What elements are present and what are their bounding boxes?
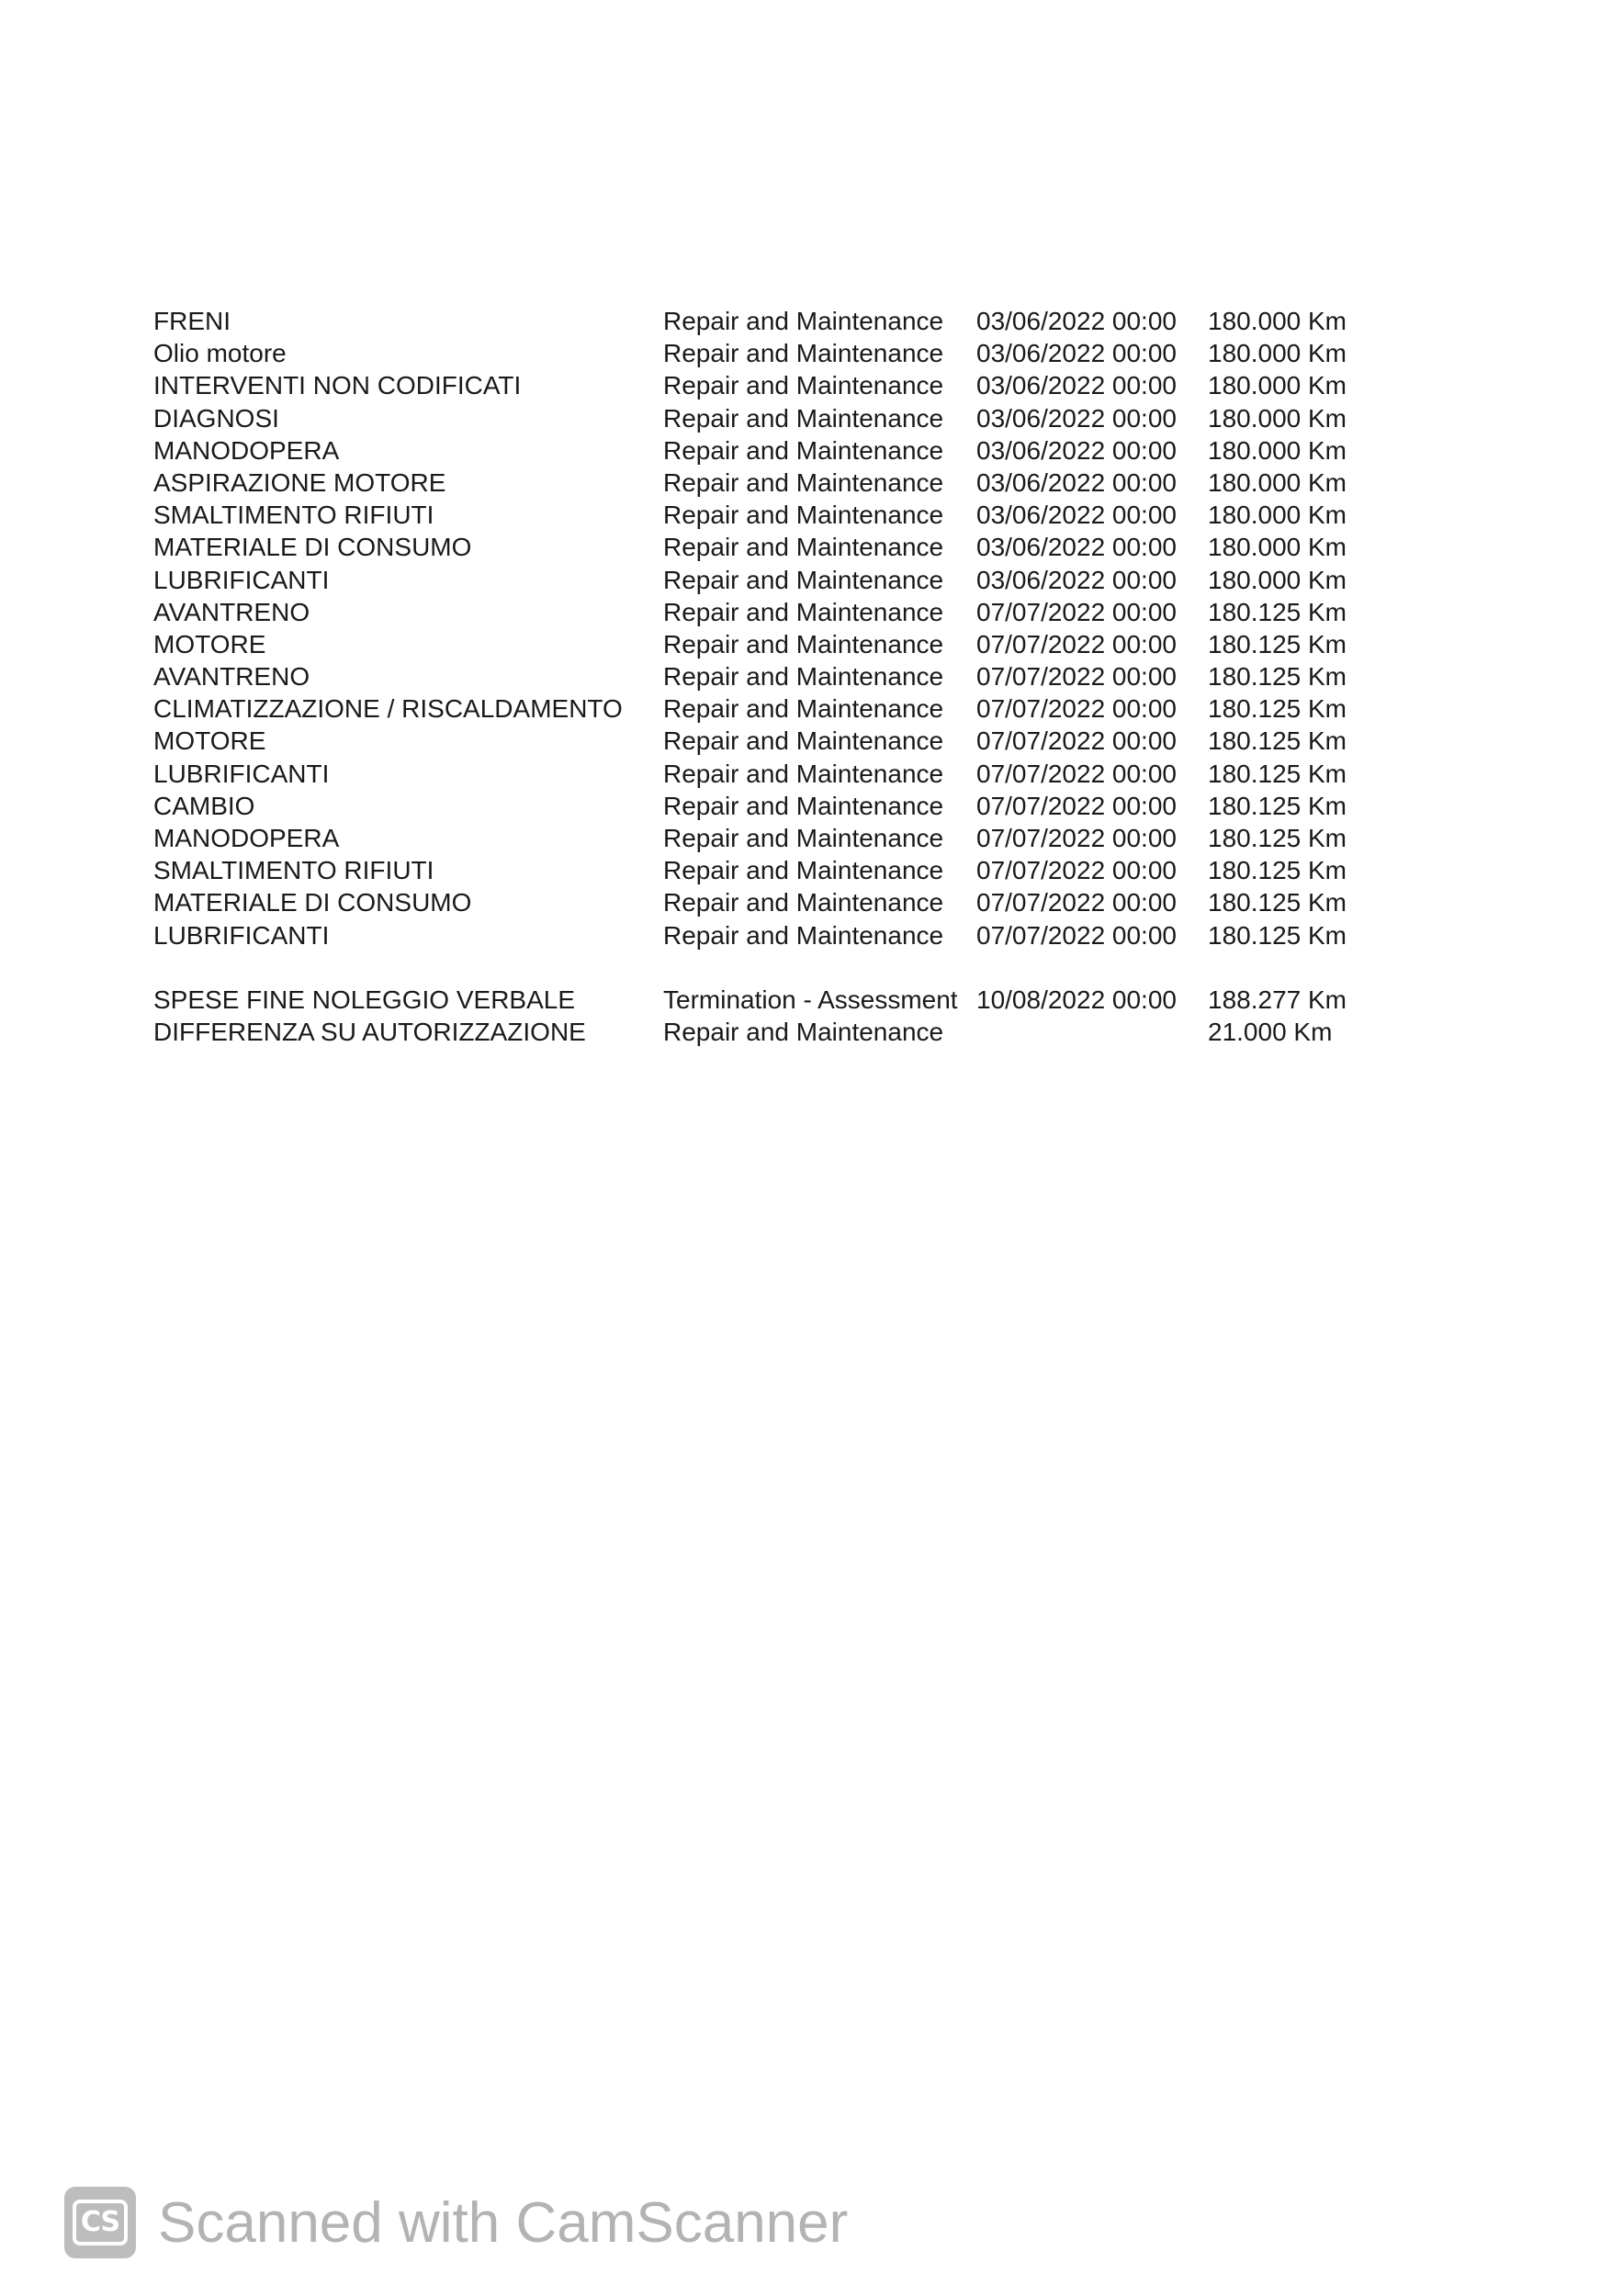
watermark-text: Scanned with CamScanner bbox=[158, 2190, 849, 2255]
record-description: SMALTIMENTO RIFIUTI bbox=[153, 856, 434, 885]
record-km: 180.000 Km bbox=[1208, 435, 1347, 465]
record-km: 180.000 Km bbox=[1208, 307, 1347, 335]
record-km: 180.125 Km bbox=[1208, 888, 1347, 917]
record-description: DIAGNOSI bbox=[153, 403, 279, 433]
record-date: 07/07/2022 00:00 bbox=[976, 726, 1177, 756]
record-date: 07/07/2022 00:00 bbox=[976, 662, 1177, 692]
record-date: 10/08/2022 00:00 bbox=[976, 985, 1177, 1014]
record-km: 180.125 Km bbox=[1208, 920, 1347, 950]
camscanner-logo-text: CS bbox=[73, 2200, 128, 2245]
record-date: 03/06/2022 00:00 bbox=[976, 339, 1177, 368]
record-description: ASPIRAZIONE MOTORE bbox=[153, 467, 446, 497]
record-date: 03/06/2022 00:00 bbox=[976, 533, 1177, 562]
camscanner-watermark bbox=[64, 2184, 848, 2261]
record-km: 180.000 Km bbox=[1208, 339, 1347, 368]
record-description: INTERVENTI NON CODIFICATI bbox=[153, 371, 522, 400]
record-km: 180.125 Km bbox=[1208, 694, 1347, 724]
record-date: 07/07/2022 00:00 bbox=[976, 888, 1177, 917]
record-type: Repair and Maintenance bbox=[663, 856, 944, 885]
record-type: Repair and Maintenance bbox=[663, 403, 944, 433]
record-type: Repair and Maintenance bbox=[663, 791, 944, 820]
record-date: 03/06/2022 00:00 bbox=[976, 467, 1177, 497]
record-type: Repair and Maintenance bbox=[663, 824, 944, 852]
record-description: AVANTRENO bbox=[153, 662, 310, 692]
record-description: AVANTRENO bbox=[153, 597, 310, 626]
record-km: 21.000 Km bbox=[1208, 1018, 1333, 1047]
record-type: Repair and Maintenance bbox=[663, 629, 944, 658]
record-date: 03/06/2022 00:00 bbox=[976, 565, 1177, 594]
record-description: CLIMATIZZAZIONE / RISCALDAMENTO bbox=[153, 694, 623, 724]
record-km: 180.000 Km bbox=[1208, 533, 1347, 562]
record-type: Repair and Maintenance bbox=[663, 435, 944, 465]
record-description: MATERIALE DI CONSUMO bbox=[153, 533, 472, 562]
record-type: Repair and Maintenance bbox=[663, 339, 944, 368]
record-date: 07/07/2022 00:00 bbox=[976, 791, 1177, 820]
record-description: MANODOPERA bbox=[153, 824, 340, 852]
record-type: Repair and Maintenance bbox=[663, 501, 944, 530]
record-km: 180.125 Km bbox=[1208, 856, 1347, 885]
record-description: LUBRIFICANTI bbox=[153, 920, 330, 950]
record-date: 07/07/2022 00:00 bbox=[976, 597, 1177, 626]
record-type: Repair and Maintenance bbox=[663, 662, 944, 692]
record-date: 03/06/2022 00:00 bbox=[976, 501, 1177, 530]
record-type: Repair and Maintenance bbox=[663, 726, 944, 756]
record-date: 03/06/2022 00:00 bbox=[976, 435, 1177, 465]
record-date: 07/07/2022 00:00 bbox=[976, 824, 1177, 852]
record-type: Repair and Maintenance bbox=[663, 888, 944, 917]
record-description: SMALTIMENTO RIFIUTI bbox=[153, 501, 434, 530]
record-km: 180.125 Km bbox=[1208, 824, 1347, 852]
record-date: 07/07/2022 00:00 bbox=[976, 920, 1177, 950]
record-km: 180.125 Km bbox=[1208, 726, 1347, 756]
record-date: 03/06/2022 00:00 bbox=[976, 403, 1177, 433]
record-type: Repair and Maintenance bbox=[663, 371, 944, 400]
record-type: Repair and Maintenance bbox=[663, 694, 944, 724]
record-date: 07/07/2022 00:00 bbox=[976, 694, 1177, 724]
record-km: 188.277 Km bbox=[1208, 985, 1347, 1014]
record-description: Olio motore bbox=[153, 339, 287, 368]
record-km: 180.000 Km bbox=[1208, 403, 1347, 433]
camscanner-logo-icon bbox=[64, 2187, 136, 2258]
record-type: Repair and Maintenance bbox=[663, 597, 944, 626]
record-description: CAMBIO bbox=[153, 791, 255, 820]
record-description: FRENI bbox=[153, 307, 231, 335]
record-description: MANODOPERA bbox=[153, 435, 340, 465]
record-date: 07/07/2022 00:00 bbox=[976, 629, 1177, 658]
record-type: Repair and Maintenance bbox=[663, 307, 944, 335]
record-description: MOTORE bbox=[153, 726, 266, 756]
record-description: LUBRIFICANTI bbox=[153, 565, 330, 594]
record-km: 180.000 Km bbox=[1208, 371, 1347, 400]
record-type: Repair and Maintenance bbox=[663, 467, 944, 497]
record-km: 180.125 Km bbox=[1208, 759, 1347, 788]
record-description: MATERIALE DI CONSUMO bbox=[153, 888, 472, 917]
record-type: Repair and Maintenance bbox=[663, 920, 944, 950]
record-date: 07/07/2022 00:00 bbox=[976, 856, 1177, 885]
record-date: 07/07/2022 00:00 bbox=[976, 759, 1177, 788]
record-type: Repair and Maintenance bbox=[663, 533, 944, 562]
record-type: Repair and Maintenance bbox=[663, 759, 944, 788]
record-km: 180.125 Km bbox=[1208, 791, 1347, 820]
record-km: 180.000 Km bbox=[1208, 501, 1347, 530]
record-km: 180.000 Km bbox=[1208, 467, 1347, 497]
record-description: MOTORE bbox=[153, 629, 266, 658]
record-km: 180.125 Km bbox=[1208, 629, 1347, 658]
record-km: 180.000 Km bbox=[1208, 565, 1347, 594]
record-date: 03/06/2022 00:00 bbox=[976, 371, 1177, 400]
record-type: Repair and Maintenance bbox=[663, 1018, 944, 1047]
record-description: DIFFERENZA SU AUTORIZZAZIONE bbox=[153, 1018, 586, 1047]
record-type: Repair and Maintenance bbox=[663, 565, 944, 594]
record-description: SPESE FINE NOLEGGIO VERBALE bbox=[153, 985, 576, 1014]
record-km: 180.125 Km bbox=[1208, 662, 1347, 692]
record-description: LUBRIFICANTI bbox=[153, 759, 330, 788]
record-type: Termination - Assessment bbox=[663, 985, 958, 1014]
record-km: 180.125 Km bbox=[1208, 597, 1347, 626]
record-date: 03/06/2022 00:00 bbox=[976, 307, 1177, 335]
